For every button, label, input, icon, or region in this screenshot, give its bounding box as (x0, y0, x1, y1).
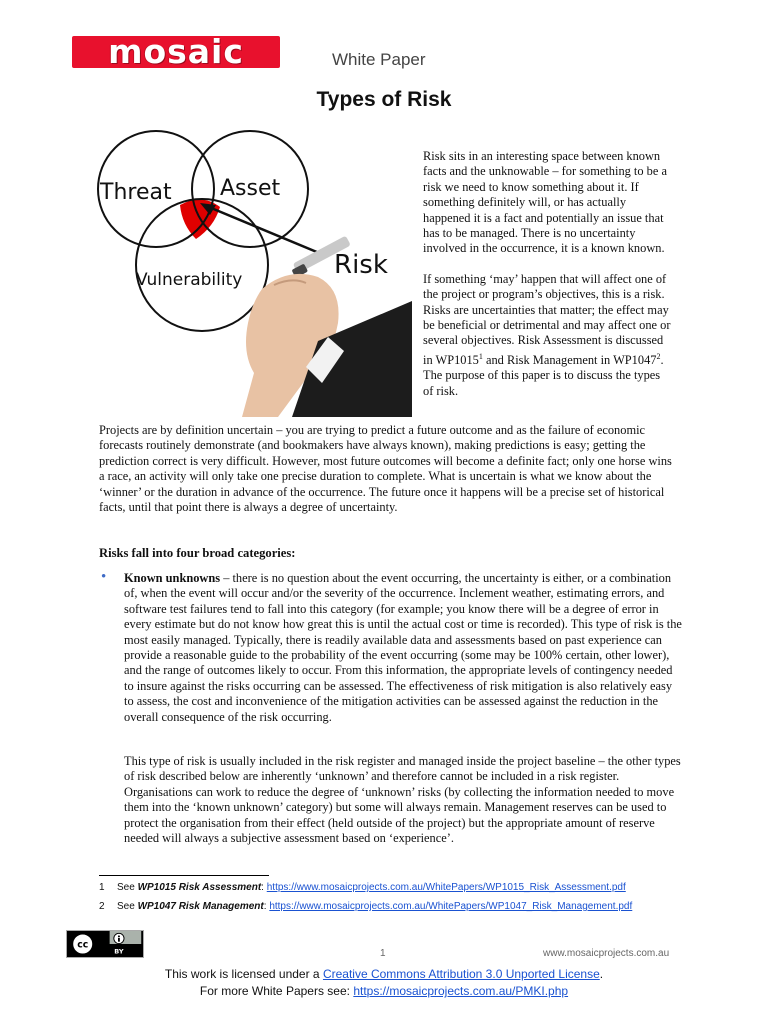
footnote-divider (99, 875, 269, 876)
by-text: BY (114, 947, 124, 956)
license-suffix: . (599, 967, 604, 981)
threat-label: Threat (100, 180, 172, 205)
page-title: Types of Risk (316, 88, 452, 111)
footnote-ref-2[interactable]: 2 (656, 351, 661, 361)
risk-label: Risk (334, 250, 388, 280)
paper-type-label: White Paper (332, 50, 426, 69)
bullet-icon: • (101, 569, 107, 585)
footnote-2-number: 2 (99, 901, 105, 912)
footnote-1-colon: : (261, 882, 267, 893)
risk-venn-illustration (92, 127, 412, 417)
cc-text: cc (77, 939, 89, 951)
risk-register-paragraph: This type of risk is usually included in the risk register and managed inside the project baseline – the other types of risk described below are inherently ‘unknown’ and therefore cannot be included in a risk register. Organisations can work to reduce the degree of ‘unknown’ risks (by collecting the information needed to move them into the ‘known unknown’ category) but some will always remain. Management reserves can be used to protect the organisation from their effect (held outside of the project) but the appropriate amount of reserve needed will always a subjective assessment based on ‘experience’. (124, 754, 681, 846)
more-papers-line (0, 984, 768, 998)
footnote-2-see: See (117, 901, 138, 912)
footnote-ref-1[interactable]: 1 (478, 351, 483, 361)
footnote-2-colon: : (263, 901, 270, 912)
footnote-2-link[interactable]: https://www.mosaicprojects.com.au/WhitePapers/WP1047_Risk_Management.pdf (269, 901, 633, 912)
intro-column (423, 149, 673, 399)
creative-commons-badge[interactable] (66, 930, 144, 958)
categories-heading: Risks fall into four broad categories: (99, 546, 296, 560)
logo-text: mosaic (108, 36, 244, 68)
intro-p2-part-b: and Risk Management in WP1047 (482, 353, 657, 367)
known-unknowns-paragraph (124, 571, 684, 725)
more-papers-link[interactable]: https://mosaicprojects.com.au/PMKI.php (353, 984, 569, 998)
known-unknowns-text: – there is no question about the event occurring, the uncertainty is either, or a combination of, when the event will occur and/or the severity of the occurrence. Inclement weather, estimating errors, and software test failures tend to fall into this category (for example; you know there will be a degree of error in every estimate but do not know how great this is until the actual cost or time is recorded). This type of risk is the most easily managed. Typically, there is readily available data and assessments based on past experience can provide a reasonable guide to the probability of the event occurring (some may be 100% certain, other lower), and the range of outcomes likely to occur. From this information, the appropriate levels of contingency needed to insure against the risks occurring can be assessed. The effectiveness of risk mitigation is also relatively easy to assess, the cost and inconvenience of the mitigation activities can be assessed against the reduction in the overall consequence of the risk occurring. (124, 571, 682, 724)
projects-paragraph: Projects are by definition uncertain – you are trying to predict a future outcome and as the failure of economic forecasts routinely demonstrate (and bookmakers have always known), making predictions is easy; getting the prediction correct is very difficult. However, most future outcomes will become a definite fact; only one horse wins a race, an activity will only take one precise duration to complete. What is uncertain is what we know about the ‘winner’ or the duration in advance of the occurrence. The future once it happens will be a precise set of historical facts, until that point there is always a degree of uncertainty. (99, 423, 672, 515)
footnote-2 (99, 900, 632, 913)
intro-p2-part-c: . The purpose of this paper is to discuss the types of risk. (423, 353, 664, 398)
license-prefix: This work is licensed under a (164, 967, 323, 981)
page-number: 1 (380, 948, 386, 959)
license-line (0, 967, 768, 981)
footnote-1-number: 1 (99, 882, 105, 893)
mosaic-logo (72, 36, 280, 68)
intro-paragraph-1: Risk sits in an interesting space between known facts and the unknowable – for something to be a risk we need to know something about it. If something definitely will, or has actually happened it is a fact and potentially an issue that has to be managed. There is no uncertainty involved in the occurrence, it is a known known. (423, 149, 667, 256)
vulnerability-label: Vulnerability (136, 270, 243, 290)
more-prefix: For more White Papers see: (199, 984, 354, 998)
site-url: www.mosaicprojects.com.au (543, 948, 670, 959)
license-link[interactable]: Creative Commons Attribution 3.0 Unported License (322, 967, 600, 981)
footnote-1-see: See (117, 882, 138, 893)
known-unknowns-term: Known unknowns (124, 571, 221, 585)
footnote-2-ref: WP1047 Risk Management (137, 901, 264, 912)
intro-paragraph-2 (423, 272, 673, 399)
footnote-1-ref: WP1015 Risk Assessment (137, 882, 262, 893)
footnote-1 (99, 881, 626, 894)
asset-label: Asset (220, 176, 281, 201)
footnote-1-link[interactable]: https://www.mosaicprojects.com.au/WhitePapers/WP1015_Risk_Assessment.pdf (266, 882, 626, 893)
intro-p2-part-a: If something ‘may’ happen that will affect one of the project or program’s objectives, this is a risk. Risks are uncertainties that matter; the effect may be beneficial or detrimental and may affect one or several objectives. Risk Assessment is discussed in WP1015 (423, 271, 671, 367)
